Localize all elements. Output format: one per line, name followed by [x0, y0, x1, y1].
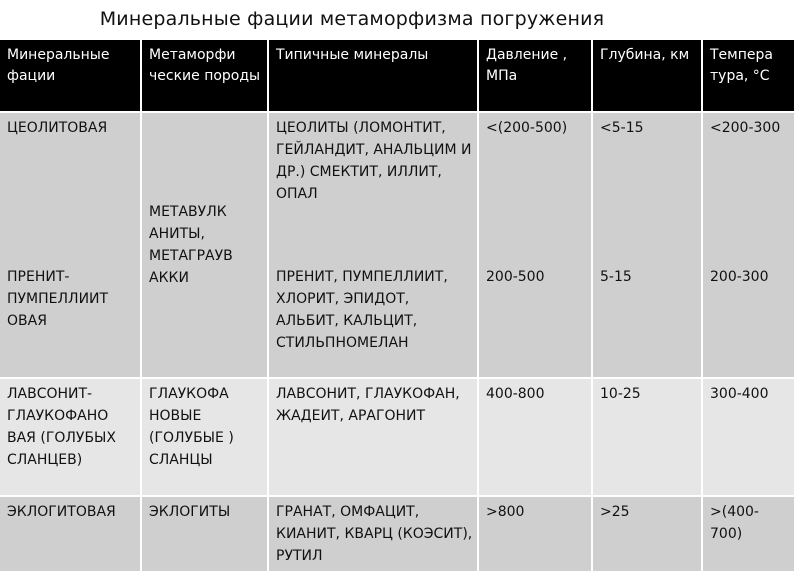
page-title: Минеральные фации метаморфизма погружения	[99, 8, 605, 30]
table-row	[0, 112, 794, 262]
cell-minerals: ГРАНАТ, ОМФАЦИТ, КИАНИТ, КВАРЦ (КОЭСИТ), РУТИЛ	[268, 496, 478, 571]
cell-pressure: 400-800	[478, 378, 592, 496]
cell-rocks: ЭКЛОГИТЫ	[141, 496, 268, 571]
header-depth: Глубина, км	[592, 40, 702, 112]
cell-facies: ЛАВСОНИТ-ГЛАУКОФАНО ВАЯ (ГОЛУБЫХ СЛАНЦЕВ)	[0, 378, 141, 496]
cell-temperature: 200-300	[702, 262, 794, 378]
header-minerals: Типичные минералы	[268, 40, 478, 112]
header-pressure: Давление , МПа	[478, 40, 592, 112]
cell-facies: ЭКЛОГИТОВАЯ	[0, 496, 141, 571]
table-row	[0, 378, 794, 496]
cell-minerals: ПРЕНИТ, ПУМПЕЛЛИИТ, ХЛОРИТ, ЭПИДОТ, АЛЬБИТ, КАЛЬЦИТ, СТИЛЬПНОМЕЛАН	[268, 262, 478, 378]
facies-table	[0, 40, 794, 571]
cell-rocks: ГЛАУКОФА НОВЫЕ (ГОЛУБЫЕ ) СЛАНЦЫ	[141, 378, 268, 496]
header-rocks: Метаморфи ческие породы	[141, 40, 268, 112]
cell-temperature: >(400-700)	[702, 496, 794, 571]
header-temperature: Темпера тура, °С	[702, 40, 794, 112]
cell-minerals: ЦЕОЛИТЫ (ЛОМОНТИТ, ГЕЙЛАНДИТ, АНАЛЬЦИМ И ДР.) СМЕКТИТ, ИЛЛИТ, ОПАЛ	[268, 112, 478, 262]
cell-pressure: >800	[478, 496, 592, 571]
table-header-row	[0, 40, 794, 112]
cell-facies: ЦЕОЛИТОВАЯ	[0, 112, 141, 262]
header-facies: Минеральные фации	[0, 40, 141, 112]
cell-facies: ПРЕНИТ-ПУМПЕЛЛИИТ ОВАЯ	[0, 262, 141, 378]
cell-depth: >25	[592, 496, 702, 571]
cell-pressure: 200-500	[478, 262, 592, 378]
cell-depth: 10-25	[592, 378, 702, 496]
table-row	[0, 262, 794, 378]
table-row	[0, 496, 794, 571]
cell-temperature: <200-300	[702, 112, 794, 262]
cell-rocks-shared: МЕТАВУЛК АНИТЫ, МЕТАГРАУВ АККИ	[141, 112, 268, 378]
cell-temperature: 300-400	[702, 378, 794, 496]
cell-depth: 5-15	[592, 262, 702, 378]
cell-pressure: <(200-500)	[478, 112, 592, 262]
cell-minerals: ЛАВСОНИТ, ГЛАУКОФАН, ЖАДЕИТ, АРАГОНИТ	[268, 378, 478, 496]
cell-depth: <5-15	[592, 112, 702, 262]
